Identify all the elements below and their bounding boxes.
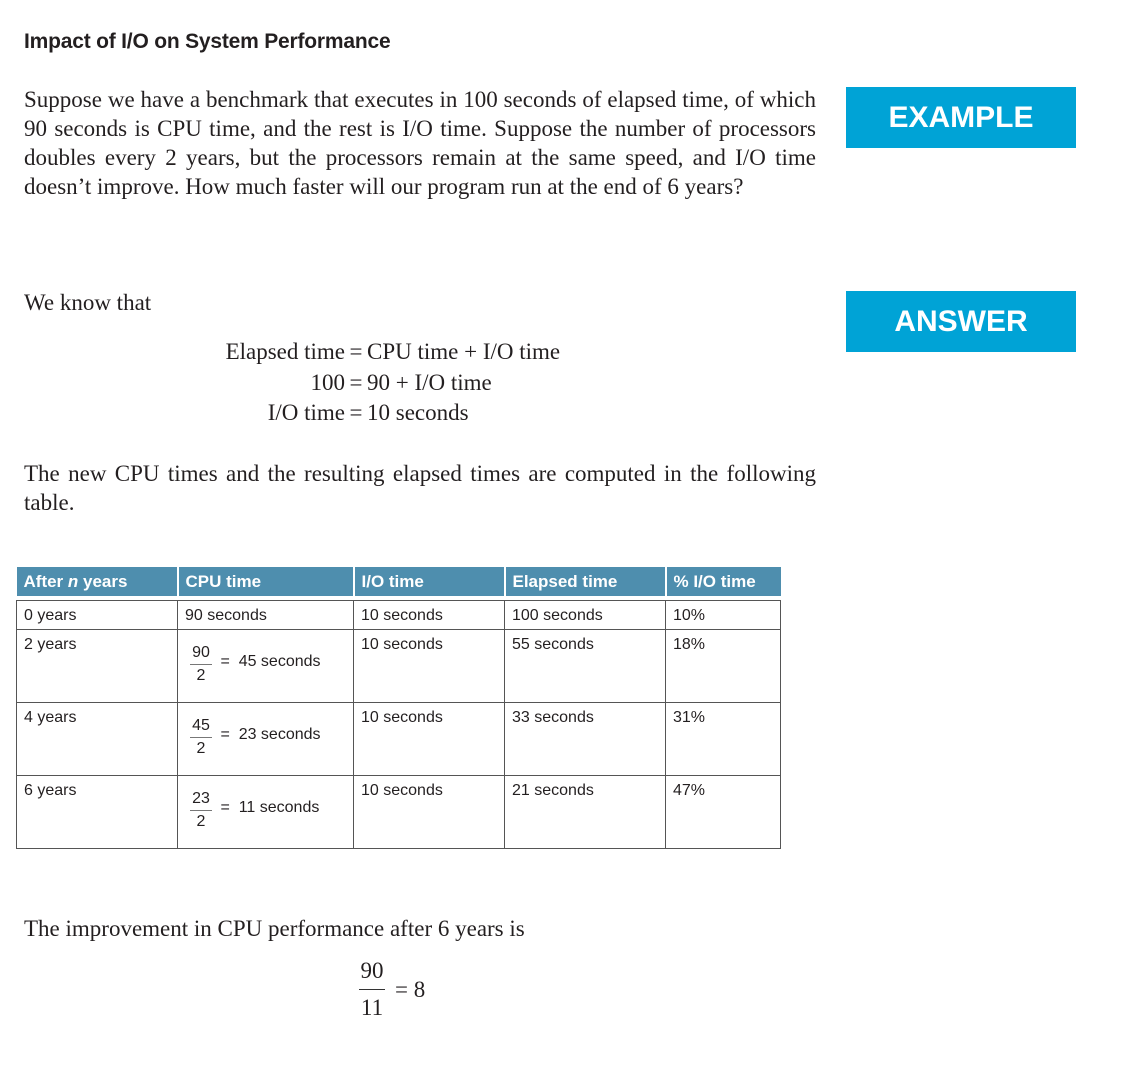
conclusion-text: The improvement in CPU performance after 6 years is xyxy=(24,916,525,941)
cell-years: 6 years xyxy=(17,776,178,849)
cell-elapsed: 100 seconds xyxy=(505,601,666,630)
table-header xyxy=(17,567,781,596)
cell-cpu: $\frac{90}{2}$ = 45 seconds xyxy=(178,630,354,703)
header-io: I/O time xyxy=(354,567,505,596)
header-elapsed: Elapsed time xyxy=(505,567,666,596)
cell-elapsed: 21 seconds xyxy=(505,776,666,849)
equations: Elapsed time = CPU time + I/O time 100 = 90 + I/O time I/O time = 10 seconds xyxy=(15,337,560,429)
eq-left: I/O time xyxy=(267,400,345,425)
header-cpu: CPU time xyxy=(178,567,354,596)
final-equation xyxy=(359,958,425,1021)
eq-left: 100 xyxy=(310,369,345,395)
cell-elapsed: 33 seconds xyxy=(505,703,666,776)
section-title: Impact of I/O on System Performance xyxy=(24,30,391,53)
table-row xyxy=(17,630,781,703)
cell-years: 0 years xyxy=(17,601,178,630)
cell-years: 4 years xyxy=(17,703,178,776)
cell-pct: 18% xyxy=(666,630,781,703)
fraction: $\frac{45}{2}$ xyxy=(190,715,212,760)
cell-cpu: $\frac{45}{2}$ = 23 seconds xyxy=(178,703,354,776)
cell-pct: 10% xyxy=(666,601,781,630)
cell-pct: 47% xyxy=(666,776,781,849)
final-result: = 8 xyxy=(395,976,426,1002)
table-row xyxy=(17,703,781,776)
fraction: 90 11 xyxy=(360,958,384,1020)
results-table xyxy=(16,567,781,849)
eq-right: CPU time + I/O time xyxy=(367,339,561,364)
fraction: $\frac{23}{2}$ xyxy=(190,788,212,833)
table-row xyxy=(17,776,781,849)
we-know-text: We know that xyxy=(24,290,152,315)
cell-io: 10 seconds xyxy=(354,703,505,776)
table-row xyxy=(17,601,781,630)
cell-cpu: 90 seconds xyxy=(178,601,354,630)
header-pct: % I/O time xyxy=(666,567,781,596)
cell-pct: 31% xyxy=(666,703,781,776)
eq-left: Elapsed time xyxy=(225,339,345,364)
problem-text: Suppose we have a benchmark that executes in 100 seconds of elapsed time, of which 90 seconds is CPU time, and the rest is I/O time. Suppose the number of processors doubles every 2 years, but the processors remain at the same speed, and I/O time doesn’t improve. How much faster will our program run at the end of 6 years? xyxy=(24,87,816,199)
cell-io: 10 seconds xyxy=(354,776,505,849)
example-label: EXAMPLE xyxy=(846,87,1076,148)
fraction: $\frac{90}{2}$ xyxy=(190,642,212,687)
eq-right: 10 seconds xyxy=(367,400,469,425)
eq-right: 90 + I/O time xyxy=(367,369,492,395)
answer-label: ANSWER xyxy=(846,291,1076,352)
table-intro: The new CPU times and the resulting elapsed times are computed in the following table. xyxy=(24,461,816,515)
cell-elapsed: 55 seconds xyxy=(505,630,666,703)
cell-cpu: $\frac{23}{2}$ = 11 seconds xyxy=(178,776,354,849)
cell-io: 10 seconds xyxy=(354,601,505,630)
cell-years: 2 years xyxy=(17,630,178,703)
header-years: After n years xyxy=(17,567,178,596)
cell-io: 10 seconds xyxy=(354,630,505,703)
